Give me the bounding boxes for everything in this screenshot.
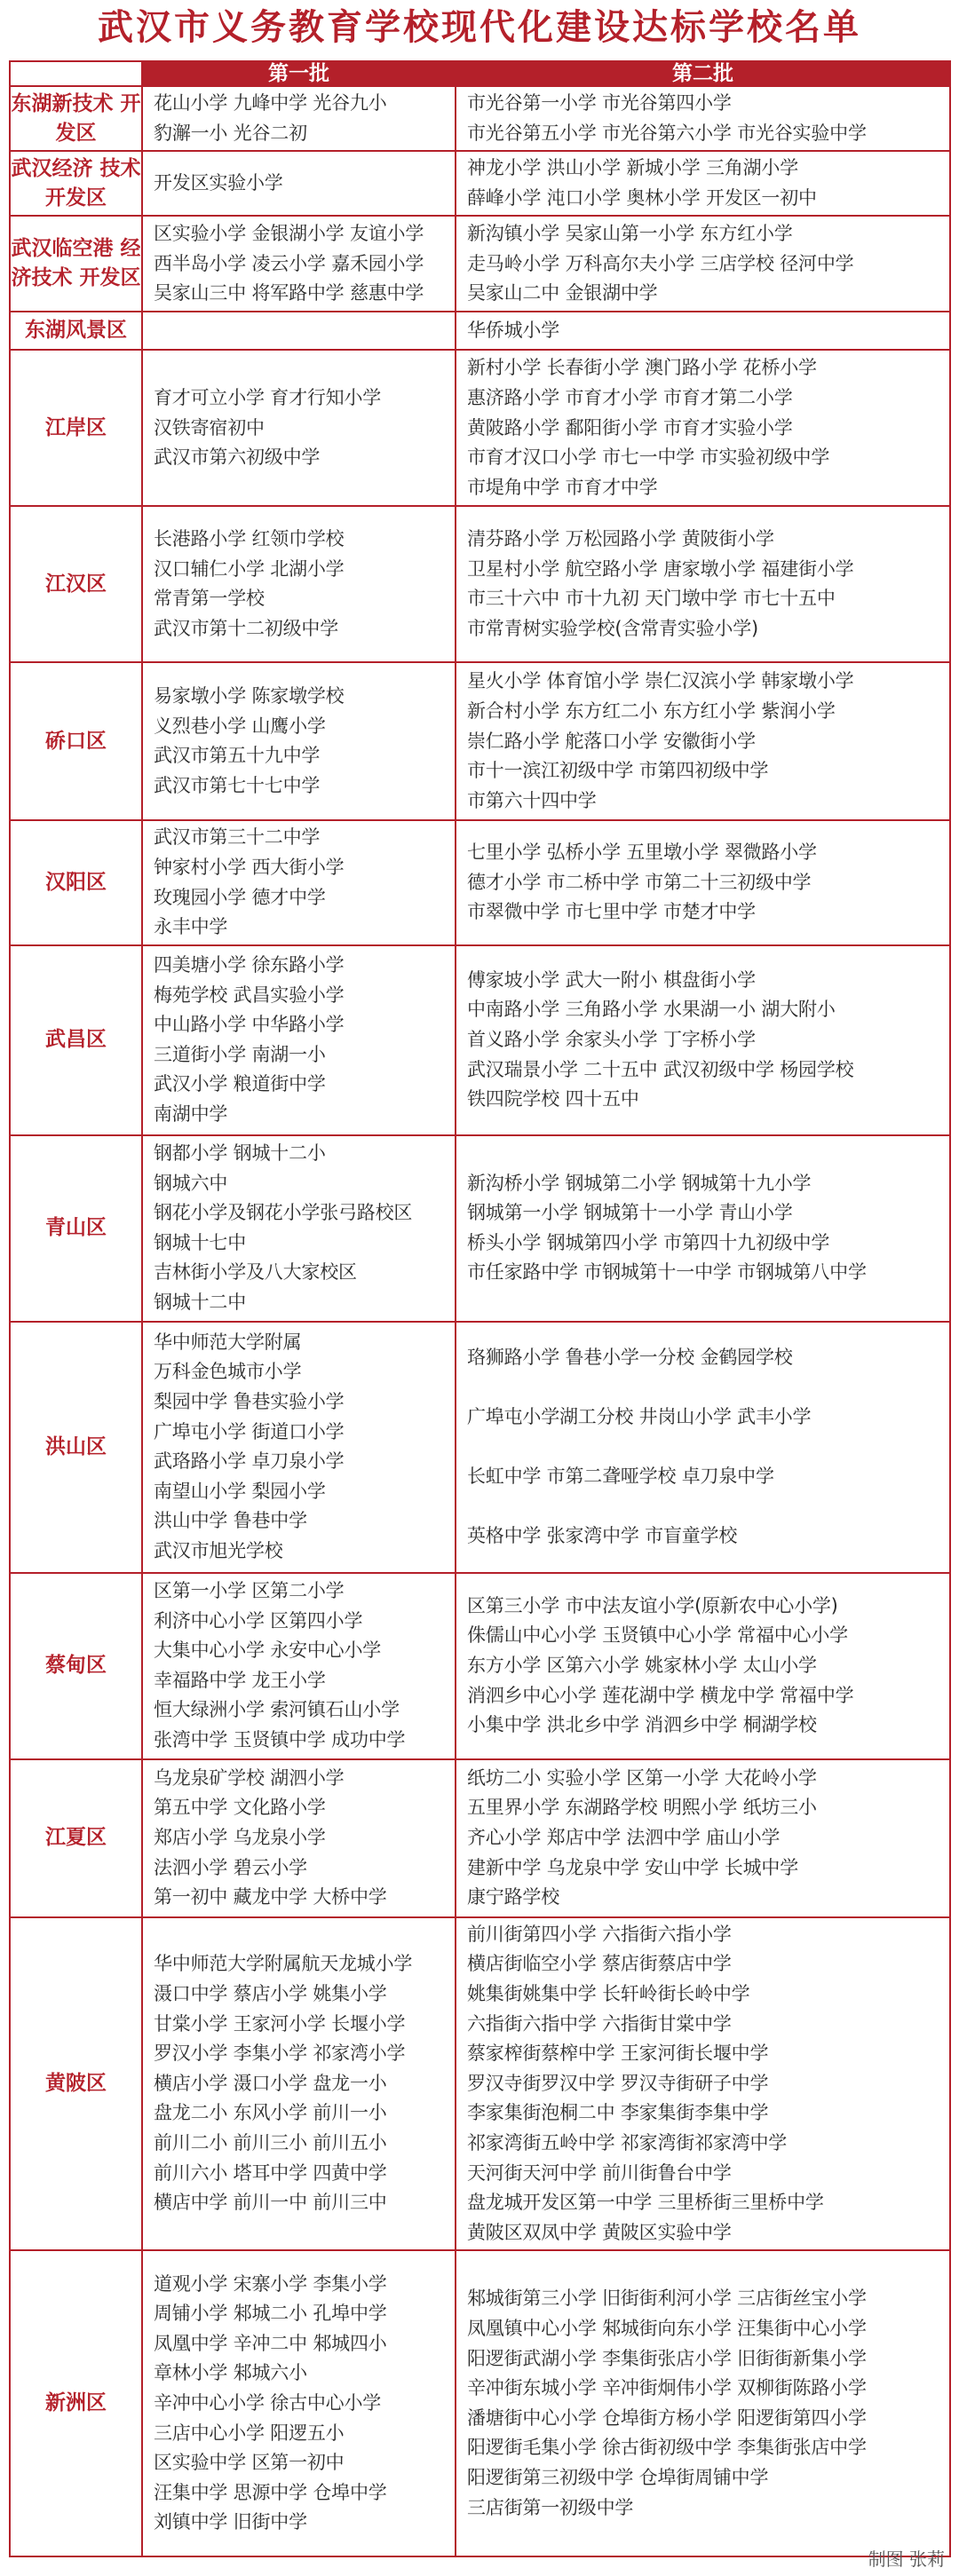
table-row [10, 506, 950, 662]
batch-1-schools: 武汉市第三十二中学 钟家村小学 西大街小学 玫瑰园小学 德才中学 永丰中学 [142, 820, 456, 944]
page-title: 武汉市义务教育学校现代化建设达标学校名单 [98, 7, 861, 48]
batch-1-schools: 花山小学 九峰中学 光谷九小 豹澥一小 光谷二初 [142, 86, 456, 151]
header-corner [10, 61, 142, 86]
district-name: 黄陂区 [10, 1917, 142, 2251]
district-name: 江夏区 [10, 1759, 142, 1917]
header-batch-2: 第二批 [456, 61, 950, 86]
district-name: 武昌区 [10, 945, 142, 1135]
batch-2-schools: 新村小学 长春街小学 澳门路小学 花桥小学 惠济路小学 市育才小学 市育才第二小学 黄陂路小学 鄱阳街小学 市育才实验小学 市育才汉口小学 市七一中学 市实验初级中学 市堤角中学 市育才中学 [456, 350, 950, 506]
table-row [10, 2250, 950, 2556]
batch-1-schools: 长港路小学 红领巾学校 汉口辅仁小学 北湖小学 常青第一学校 武汉市第十二初级中学 [142, 506, 456, 662]
school-list-table [9, 60, 951, 2557]
batch-2-schools: 星火小学 体育馆小学 崇仁汉滨小学 韩家墩小学 新合村小学 东方红二小 东方红小学 紫润小学 崇仁路小学 舵落口小学 安徽街小学 市十一滨江初级中学 市第四初级中学 市第六十四中学 [456, 662, 950, 820]
district-name: 武汉经济 技术开发区 [10, 151, 142, 216]
district-name: 江岸区 [10, 350, 142, 506]
table-row [10, 1135, 950, 1322]
district-name: 新洲区 [10, 2250, 142, 2556]
district-name: 洪山区 [10, 1322, 142, 1573]
batch-2-schools: 新沟桥小学 钢城第二小学 钢城第十九小学 钢城第一小学 钢城第十一小学 青山小学 桥头小学 钢城第四小学 市第四十九初级中学 市任家路中学 市钢城第十一中学 市钢城第八中学 [456, 1135, 950, 1322]
batch-1-schools: 区实验小学 金银湖小学 友谊小学 西半岛小学 凌云小学 嘉禾园小学 吴家山三中 将军路中学 慈惠中学 [142, 216, 456, 312]
batch-2-schools: 市光谷第一小学 市光谷第四小学 市光谷第五小学 市光谷第六小学 市光谷实验中学 [456, 86, 950, 151]
district-name: 汉阳区 [10, 820, 142, 944]
district-name: 青山区 [10, 1135, 142, 1322]
batch-2-schools: 清芬路小学 万松园路小学 黄陂街小学 卫星村小学 航空路小学 唐家墩小学 福建街小学 市三十六中 市十九初 天门墩中学 市七十五中 市常青树实验学校(含常青实验小学) [456, 506, 950, 662]
table-row [10, 350, 950, 506]
district-name: 硚口区 [10, 662, 142, 820]
batch-2-schools: 新沟镇小学 吴家山第一小学 东方红小学 走马岭小学 万科高尔夫小学 三店学校 径河中学 吴家山二中 金银湖中学 [456, 216, 950, 312]
batch-1-schools: 钢都小学 钢城十二小 钢城六中 钢花小学及钢花小学张弓路校区 钢城十七中 吉林街小学及八大家校区 钢城十二中 [142, 1135, 456, 1322]
chart-credit: 制图 张莉 [868, 2548, 945, 2570]
batch-2-schools: 前川街第四小学 六指街六指小学 横店街临空小学 蔡店街蔡店中学 姚集街姚集中学 长轩岭街长岭中学 六指街六指中学 六指街甘棠中学 蔡家榨街蔡榨中学 王家河街长堰中学 罗汉寺街罗汉中学 罗汉寺街研子中学 李家集街泡桐二中 李家集街李集中学 祁家湾街五岭中学 祁家湾街祁家湾中学 天河街天河中学 前川街鲁台中学 盘龙城开发区第一中学 三里桥街三里桥中学 黄陂区双凤中学 黄陂区实验中学 [456, 1917, 950, 2251]
batch-2-schools: 区第三小学 市中法友谊小学(原新农中心小学) 侏儒山中心小学 玉贤镇中心小学 常福中心小学 东方小学 区第六小学 姚家林小学 太山小学 消泗乡中心小学 莲花湖中学 横龙中学 常福中学 小集中学 洪北乡中学 消泗乡中学 桐湖学校 [456, 1573, 950, 1759]
batch-2-schools: 邾城街第三小学 旧街街利河小学 三店街丝宝小学 凤凰镇中心小学 邾城街向东小学 汪集街中心小学 阳逻街武湖小学 李集街张店小学 旧街街新集小学 辛冲街东城小学 辛冲街炯伟小学 双柳街陈路小学 潘塘街中心小学 仓埠街方杨小学 阳逻街第四小学 阳逻街毛集小学 徐古街初级中学 李集街张店中学 阳逻街第三初级中学 仓埠街周铺中学 三店街第一初级中学 [456, 2250, 950, 2556]
batch-2-schools: 神龙小学 洪山小学 新城小学 三角湖小学 薛峰小学 沌口小学 奥林小学 开发区一初中 [456, 151, 950, 216]
table-row [10, 820, 950, 944]
batch-1-schools: 育才可立小学 育才行知小学 汉铁寄宿初中 武汉市第六初级中学 [142, 350, 456, 506]
batch-2-schools: 纸坊二小 实验小学 区第一小学 大花岭小学 五里界小学 东湖路学校 明熙小学 纸坊三小 齐心小学 郑店中学 法泗中学 庙山小学 建新中学 乌龙泉中学 安山中学 长城中学 康宁路学校 [456, 1759, 950, 1917]
batch-1-schools: 易家墩小学 陈家墩学校 义烈巷小学 山鹰小学 武汉市第五十九中学 武汉市第七十七中学 [142, 662, 456, 820]
batch-2-schools: 傅家坡小学 武大一附小 棋盘街小学 中南路小学 三角路小学 水果湖一小 湖大附小 首义路小学 余家头小学 丁字桥小学 武汉瑞景小学 二十五中 武汉初级中学 杨园学校 铁四院学校 四十五中 [456, 945, 950, 1135]
batch-1-schools: 道观小学 宋寨小学 李集小学 周铺小学 邾城二小 孔埠中学 凤凰中学 辛冲二中 邾城四小 章林小学 邾城六小 辛冲中心小学 徐古中心小学 三店中心小学 阳逻五小 区实验中学 区第一初中 汪集中学 思源中学 仓埠中学 刘镇中学 旧街中学 [142, 2250, 456, 2556]
table-row [10, 1917, 950, 2251]
table-row [10, 216, 950, 312]
table-row [10, 662, 950, 820]
batch-1-schools: 开发区实验小学 [142, 151, 456, 216]
table-row [10, 945, 950, 1135]
batch-1-schools: 区第一小学 区第二小学 利济中心小学 区第四小学 大集中心小学 永安中心小学 幸福路中学 龙王小学 恒大绿洲小学 索河镇石山小学 张湾中学 玉贤镇中学 成功中学 [142, 1573, 456, 1759]
table-row [10, 312, 950, 350]
table-row [10, 1322, 950, 1573]
district-name: 江汉区 [10, 506, 142, 662]
batch-2-schools: 华侨城小学 [456, 312, 950, 350]
batch-2-schools: 珞狮路小学 鲁巷小学一分校 金鹤园学校 广埠屯小学湖工分校 井岗山小学 武丰小学 长虹中学 市第二聋哑学校 卓刀泉中学 英格中学 张家湾中学 市盲童学校 [456, 1322, 950, 1573]
table-row [10, 151, 950, 216]
district-name: 武汉临空港 经济技术 开发区 [10, 216, 142, 312]
district-name: 东湖新技术 开发区 [10, 86, 142, 151]
table-row [10, 1573, 950, 1759]
table-row [10, 1759, 950, 1917]
batch-1-schools: 乌龙泉矿学校 湖泗小学 第五中学 文化路小学 郑店小学 乌龙泉小学 法泗小学 碧云小学 第一初中 藏龙中学 大桥中学 [142, 1759, 456, 1917]
table-row [10, 86, 950, 151]
district-name: 蔡甸区 [10, 1573, 142, 1759]
district-name: 东湖风景区 [10, 312, 142, 350]
batch-1-schools: 华中师范大学附属 万科金色城市小学 梨园中学 鲁巷实验小学 广埠屯小学 街道口小学 武珞路小学 卓刀泉小学 南望山小学 梨园小学 洪山中学 鲁巷中学 武汉市旭光学校 [142, 1322, 456, 1573]
batch-2-schools: 七里小学 弘桥小学 五里墩小学 翠微路小学 德才小学 市二桥中学 市第二十三初级中学 市翠微中学 市七里中学 市楚才中学 [456, 820, 950, 944]
table-header-row [10, 61, 950, 86]
batch-1-schools [142, 312, 456, 350]
batch-1-schools: 华中师范大学附属航天龙城小学 滠口中学 蔡店小学 姚集小学 甘棠小学 王家河小学 长堰小学 罗汉小学 李集小学 祁家湾小学 横店小学 滠口小学 盘龙一小 盘龙二小 东风小学 前川一小 前川二小 前川三小 前川五小 前川六小 塔耳中学 四黄中学 横店中学 前川一中 前川三中 [142, 1917, 456, 2251]
batch-1-schools: 四美塘小学 徐东路小学 梅苑学校 武昌实验小学 中山路小学 中华路小学 三道街小学 南湖一小 武汉小学 粮道街中学 南湖中学 [142, 945, 456, 1135]
header-batch-1: 第一批 [142, 61, 456, 86]
